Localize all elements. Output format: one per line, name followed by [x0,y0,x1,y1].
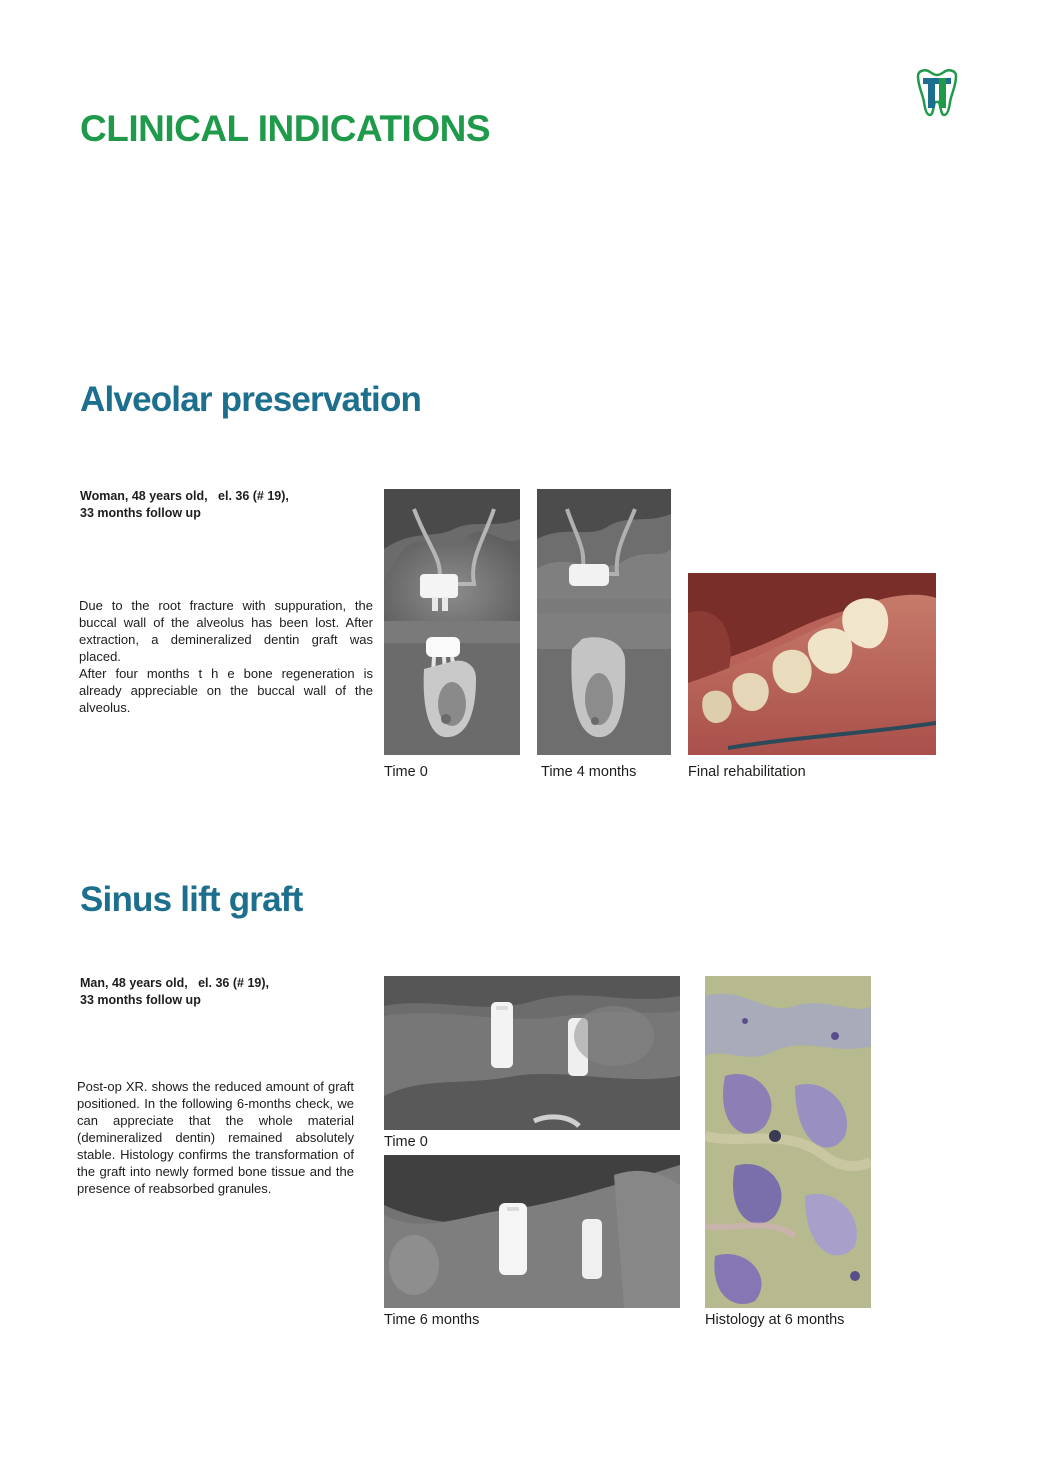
caption-sinus-time-6-months: Time 6 months [384,1312,480,1328]
alveolar-case-info [80,488,370,522]
sinus-xray-time-6-months-image [384,1155,680,1308]
sinus-section-title: Sinus lift graft [80,880,303,919]
alveolar-case-line-2: 33 months follow up [80,506,201,520]
final-rehabilitation-photo [688,573,936,755]
sinus-case-line-1: Man, 48 years old, el. 36 (# 19), [80,976,269,990]
sinus-xray-time-0-image [384,976,680,1130]
histology-6-months-image [705,976,871,1308]
alveolar-description-p1: Due to the root fracture with suppuration, the buccal wall of the alveolus has been lost. After extraction, a demineralized dentin graft was placed. [79,598,373,664]
alveolar-section-title: Alveolar preservation [80,380,422,419]
caption-sinus-time-0: Time 0 [384,1134,428,1150]
caption-time-4-months: Time 4 months [541,764,637,780]
alveolar-description-p2: After four months t h e bone regeneration is already appreciable on the buccal wall of the alveolus. [79,666,373,715]
caption-histology-6-months: Histology at 6 months [705,1312,845,1328]
sinus-case-line-2: 33 months follow up [80,993,201,1007]
caption-time-0: Time 0 [384,764,428,780]
ct-scan-time-4-months-image [537,489,671,755]
alveolar-case-line-1: Woman, 48 years old, el. 36 (# 19), [80,489,289,503]
caption-final-rehabilitation: Final rehabilitation [688,764,806,780]
alveolar-description [79,597,373,716]
tooth-logo-icon [912,68,962,118]
sinus-description: Post-op XR. shows the reduced amount of graft positioned. In the following 6-months check, we can appreciate that the whole material (demineralized dentin) remained absolutely stable. Histology confirms the transformation of the graft into newly formed bone tissue and the presence of reabsorbed granules. [77,1079,354,1196]
page-title: CLINICAL INDICATIONS [80,108,491,149]
ct-scan-time-0-image [384,489,520,755]
sinus-case-info [80,975,370,1009]
